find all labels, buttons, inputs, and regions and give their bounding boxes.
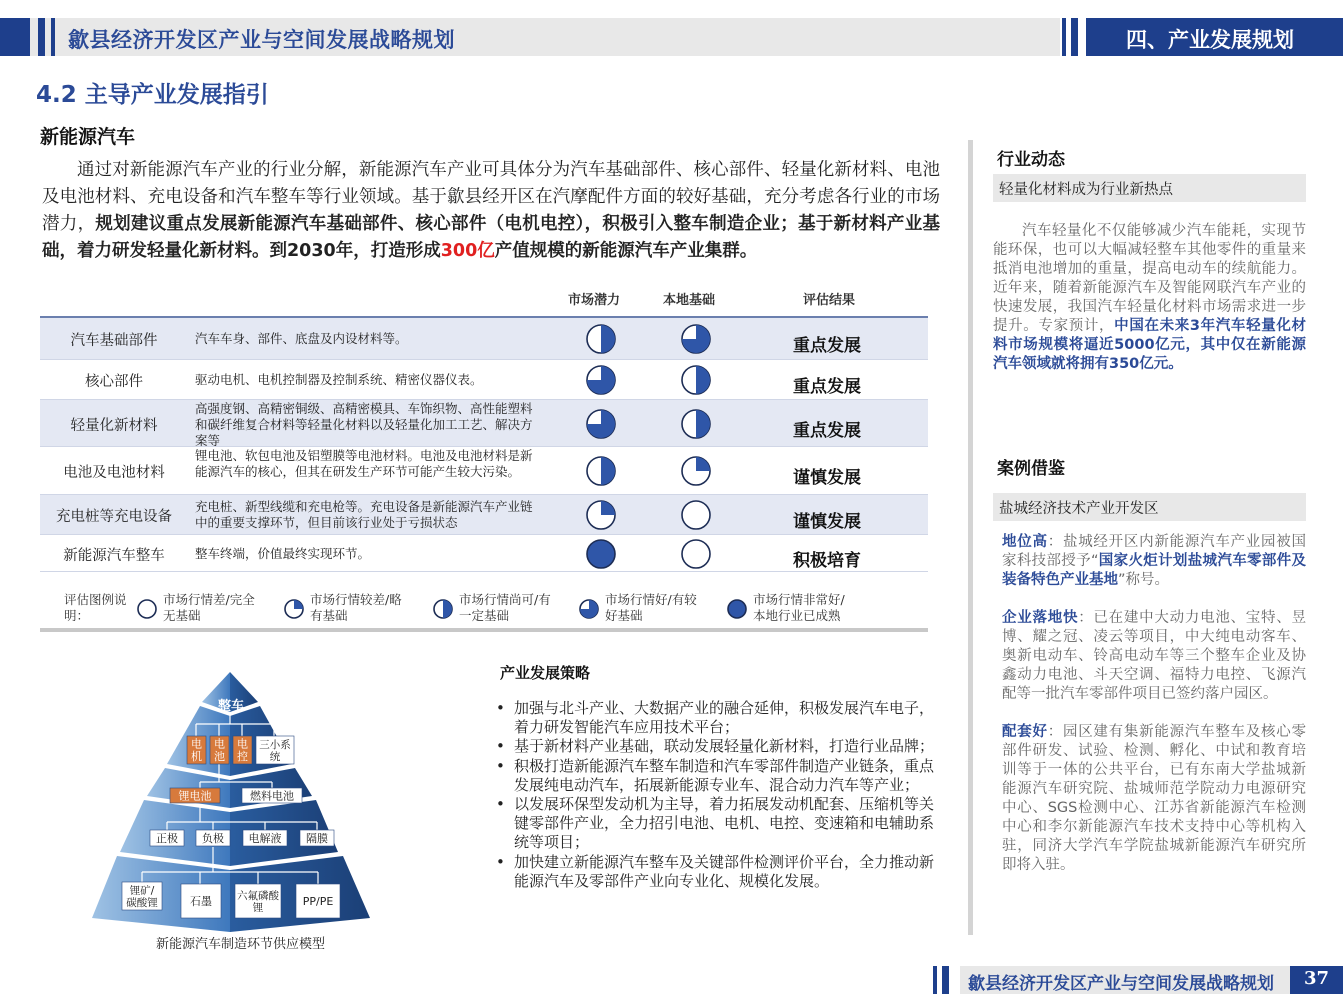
- market-potential-indicator: [585, 455, 617, 487]
- row-industry-name: 轻量化新材料: [70, 417, 158, 434]
- intro-bold-text: 规划建议重点发展新能源汽车基础部件、核心部件（电机电控），积极引入整车制造企业；基于新材料产业基础，着力研发轻量化新材料。到2030年，打造形成: [42, 214, 941, 261]
- legend-indicator: [432, 598, 454, 620]
- pyramid-node-label: 控: [237, 750, 248, 764]
- pyramid-node-label: 六氟磷酸: [237, 889, 279, 902]
- market-potential-indicator: [585, 364, 617, 396]
- local-base-indicator: [680, 408, 712, 440]
- market-potential-indicator: [585, 499, 617, 531]
- row-description: 整车终端，价值最终实现环节。: [195, 545, 371, 561]
- strategy-title: 产业发展策略: [500, 664, 591, 682]
- header-stripe: [1071, 18, 1078, 56]
- local-base-indicator: [680, 455, 712, 487]
- page-footer: [0, 966, 1343, 994]
- legend-item-text: 市场行情差/完全无基础: [163, 592, 255, 623]
- legend-indicator: [283, 598, 305, 620]
- market-potential-indicator: [585, 323, 617, 355]
- strategy-item: • 基于新材料产业基础，联动发展轻量化新材料，打造行业品牌；: [496, 737, 934, 756]
- market-potential-indicator: [585, 408, 617, 440]
- pyramid-top-label: 整车: [217, 699, 245, 714]
- legend-item-text: 市场行情非常好/本地行业已成熟: [753, 592, 845, 623]
- row-result: 重点发展: [793, 336, 861, 356]
- pyramid-node-label: 电: [191, 737, 202, 751]
- legend-item-text: 市场行情尚可/有一定基础: [459, 592, 551, 623]
- header-stripe: [1062, 18, 1066, 56]
- local-base-indicator: [680, 364, 712, 396]
- pyramid-node: [242, 788, 302, 803]
- row-industry-name: 新能源汽车整车: [63, 547, 165, 564]
- row-description: 驱动电机、电机控制器及控制系统、精密仪器仪表。: [195, 372, 483, 387]
- pyramid-node: [187, 736, 206, 764]
- strategy-item: • 以发展环保型发动机为主导，着力拓展发动机配套、压缩机等关键零部件产业，全力招引电池、电机、电控、变速箱和电辅助系统等项目；: [496, 795, 934, 853]
- pyramid-node-label: 统: [269, 750, 281, 763]
- pyramid-node: [296, 884, 340, 918]
- pyramid-node: [210, 736, 229, 764]
- strategy-list: [496, 699, 934, 891]
- pyramid-node: [235, 884, 281, 918]
- case-paragraph: [1002, 533, 1306, 590]
- row-description: 锂电池、软包电池及铝塑膜等电池材料。电池及电池材料是新能源汽车的核心，但其在研发生产环节可能产生较大污染。: [195, 448, 533, 479]
- row-result: 重点发展: [793, 377, 861, 397]
- pyramid-node-label: 正极: [156, 831, 178, 845]
- legend-item-text: 市场行情较差/略有基础: [310, 592, 402, 623]
- table-row: [40, 318, 928, 360]
- pyramid-node: [122, 882, 162, 910]
- page-header: [0, 18, 1343, 56]
- case-highlight: 国家火炬计划盐城汽车零部件及装备特色产业基地: [1002, 553, 1307, 588]
- header-stripe: [38, 18, 45, 56]
- row-description: 汽车车身、部件、底盘及内设材料等。: [195, 331, 408, 346]
- pyramid-node: [170, 788, 220, 803]
- table-row: [40, 447, 928, 495]
- pyramid-node: [150, 830, 184, 846]
- column-header-result: 评估结果: [803, 293, 856, 308]
- section-title: 4.2 主导产业发展指引: [36, 82, 269, 108]
- intro-paragraph: [42, 157, 940, 265]
- case-body: ：园区建有集新能源汽车整车及核心零部件研发、试验、检测、孵化、中试和教育培训等于一体的公共平台，已有东南大学盐城新能源汽车研究院、盐城师范学院动力电源研究中心、SGS检测中心、江苏省新能源汽车检测中心和李尔新能源汽车技术支持中心等机构入驻，同济大学汽车学院盐城新能源汽车研究所即将入驻。: [1002, 724, 1307, 873]
- pyramid-node: [181, 884, 221, 918]
- pyramid-caption: 新能源汽车制造环节供应模型: [156, 937, 326, 952]
- pyramid-node-label: 锂矿/: [129, 884, 155, 897]
- pyramid-node-label: 锂电池: [178, 789, 212, 803]
- row-industry-name: 电池及电池材料: [63, 465, 165, 481]
- row-description: 高强度钢、高精密铜级、高精密模具、车饰织物、高性能塑料和碳纤维复合材料等轻量化材料以及轻量化加工工艺、解决方案等: [195, 401, 533, 448]
- case-body: ：已在建中大动力电池、宝特、昱博、耀之冠、凌云等项目，中大纯电动客车、奥新电动车、铃高电动车等三个整车企业及协鑫动力电池、斗天空调、福特力电控、飞源汽配等一批汽车零部件项目已签约落户园区。: [1002, 610, 1307, 702]
- news-subtitle: 轻量化材料成为行业新热点: [993, 174, 1306, 202]
- header-stripe: [51, 18, 55, 56]
- column-header-market: 市场潜力: [568, 293, 621, 308]
- table-row: [40, 535, 928, 572]
- row-industry-name: 汽车基础部件: [70, 333, 158, 349]
- pyramid-node: [243, 830, 287, 846]
- pyramid-node-label: 负极: [202, 831, 224, 845]
- table-row: [40, 495, 928, 535]
- subsection-title: 新能源汽车: [40, 126, 136, 148]
- row-result: 谨慎发展: [793, 468, 861, 488]
- pyramid-node-label: 电: [237, 737, 248, 751]
- evaluation-table: [40, 316, 928, 574]
- pyramid-node-label: 锂: [252, 901, 264, 914]
- table-row: [40, 400, 928, 447]
- legend-indicator: [578, 598, 600, 620]
- pyramid-node: [300, 830, 334, 846]
- page-number: 37: [1290, 966, 1343, 994]
- pyramid-node: [196, 830, 230, 846]
- news-title: 行业动态: [997, 150, 1065, 170]
- case-lead: 企业落地快: [1002, 610, 1079, 626]
- news-text: [993, 222, 1306, 374]
- legend-indicator: [136, 598, 158, 620]
- pyramid-node-label: 电解液: [248, 831, 282, 845]
- table-row: [40, 360, 928, 400]
- pyramid-node-label: 燃料电池: [250, 789, 294, 803]
- row-result: 重点发展: [793, 420, 861, 441]
- strategy-item: • 加快建立新能源汽车整车及关键部件检测评价平台，全力推动新能源汽车及零部件产业向专业化、规模化发展。: [496, 853, 934, 891]
- case-body: ：盐城经开区内新能源汽车产业园被国家科技部授予“: [1002, 534, 1307, 569]
- intro-bold-text-end: 产值规模的新能源汽车产业集群。: [494, 241, 758, 261]
- row-industry-name: 核心部件: [85, 374, 143, 390]
- pyramid-node-label: 电: [214, 737, 225, 751]
- pyramid-node-label: 池: [214, 750, 225, 764]
- legend-item-text: 市场行情好/有较好基础: [605, 592, 697, 623]
- header-stripe: [0, 18, 30, 56]
- news-highlight: 中国在未来3年汽车轻量化材料市场规模将逼近5000亿元，其中仅在新能源汽车领域就将拥有350亿元。: [993, 318, 1307, 372]
- case-tail: ”称号。: [1118, 572, 1170, 588]
- intro-highlight-value: 300亿: [440, 241, 495, 261]
- legend-label: 评估图例说明：: [64, 592, 127, 623]
- legend-indicator: [726, 598, 748, 620]
- strategy-item: • 积极打造新能源汽车整车制造和汽车零部件制造产业链条，重点发展纯电动汽车，拓展新能源专业车、混合动力汽车等产业；: [496, 757, 934, 795]
- row-result: 积极培育: [793, 550, 861, 571]
- row-industry-name: 充电桩等充电设备: [56, 509, 172, 525]
- case-title: 案例借鉴: [997, 459, 1065, 479]
- intro-text: 通过对新能源汽车产业的行业分解，新能源汽车产业可具体分为汽车基础部件、核心部件、轻量化新材料、电池及电池材料、充电设备和汽车整车等行业领域。基于歙县经开区在汽摩配件方面的较好基础，充分考虑各行业的市场潜力，: [42, 160, 940, 234]
- pyramid-node-label: 机: [191, 750, 202, 764]
- case-text: [1002, 533, 1306, 894]
- pyramid-node-label: 三小系: [259, 738, 291, 751]
- evaluation-legend: [40, 588, 928, 632]
- case-lead: 配套好: [1002, 724, 1048, 740]
- case-subtitle: 盐城经济技术产业开发区: [993, 493, 1306, 521]
- pyramid-node-label: 石墨: [190, 894, 212, 908]
- column-header-local: 本地基础: [663, 293, 716, 308]
- header-title: 歙县经济开发区产业与空间发展战略规划: [68, 28, 455, 52]
- local-base-indicator: [680, 538, 712, 570]
- case-paragraph: [1002, 609, 1306, 704]
- footer-title: 歙县经济开发区产业与空间发展战略规划: [968, 974, 1274, 994]
- pyramid-node: [256, 736, 294, 764]
- case-paragraph: [1002, 723, 1306, 875]
- footer-stripe: [933, 966, 937, 994]
- pyramid-node: [233, 736, 252, 764]
- vertical-divider: [968, 140, 973, 935]
- pyramid-node-label: PP/PE: [302, 894, 334, 908]
- row-description: 充电桩、新型线缆和充电枪等。充电设备是新能源汽车产业链中的重要支撑环节，但目前该行业处于亏损状态: [195, 499, 533, 530]
- local-base-indicator: [680, 323, 712, 355]
- news-body: 汽车轻量化不仅能够减少汽车能耗，实现节能环保，也可以大幅减轻整车其他零件的重量来抵消电池增加的重量，提高电动车的续航能力。近年来，随着新能源汽车及智能网联汽车产业的快速发展，我国汽车轻量化材料市场需求进一步提升。专家预计，: [993, 223, 1306, 334]
- case-lead: 地位高: [1002, 534, 1048, 550]
- local-base-indicator: [680, 499, 712, 531]
- supply-pyramid-diagram: [92, 672, 382, 937]
- market-potential-indicator: [585, 538, 617, 570]
- row-result: 谨慎发展: [793, 512, 861, 532]
- strategy-item: • 加强与北斗产业、大数据产业的融合延伸，积极发展汽车电子，着力研发智能汽车应用技术平台；: [496, 699, 934, 737]
- pyramid-node-label: 碳酸锂: [126, 896, 158, 909]
- header-section-label: 四、产业发展规划: [1086, 18, 1343, 56]
- pyramid-node-label: 隔膜: [306, 831, 328, 845]
- footer-stripe: [942, 966, 949, 994]
